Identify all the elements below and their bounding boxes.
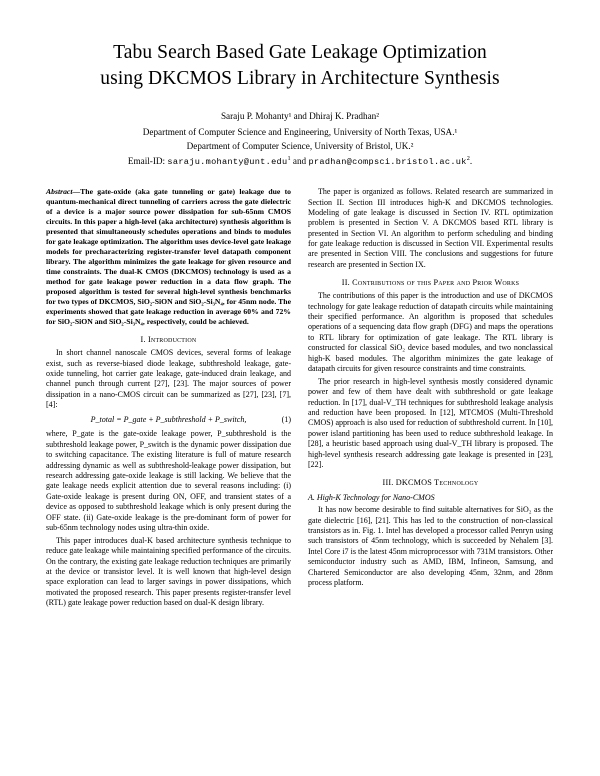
section-number-contributions: II. [341, 278, 350, 288]
affiliation-1: Department of Computer Science and Engineering, University of North Texas, USA.¹ [142, 126, 458, 137]
affiliation-2: Department of Computer Science, University of Bristol, UK.² [186, 141, 414, 152]
title-line-1: Tabu Search Based Gate Leakage Optimization [113, 42, 487, 63]
abstract-text: The gate-oxide (aka gate tunneling or gate) leakage due to quantum-mechanical direct tunneling of carriers across the gate dielectric of a device is a major source power dissipation for sub-65nm CMOS circuits. In this paper a high-level (aka architecture) synthesis algorithm is presented that simultaneously schedules operations and binds to modules for gate leakage optimization. The algorithm uses device-level gate leakage models for precharacterizing register-transfer level datapath component library. The algorithm minimizes the gate leakage for given resource and time constraints. The dual-K CMOS (DKCMOS) technology is used as a method for gate leakage power reduction in a data flow graph. The proposed algorithm is tested for several high-level synthesis benchmarks for two types of DKCMOS, SiO₂-SiON and SiO₂-Si₃N₄, for 45nm node. The experiments showed that gate leakage reduction in average 60% and 72% for SiO₂-SiON and SiO₂-Si₃N₄, respectively, could be achieved. [46, 187, 291, 327]
section-number-introduction: I. [140, 335, 146, 345]
email-line [46, 154, 554, 170]
author-list: Saraju P. Mohanty¹ and Dhiraj K. Pradhan² [220, 110, 380, 121]
two-column-body [46, 187, 554, 611]
equation-1-number: (1) [281, 415, 291, 425]
abstract-block [46, 187, 291, 327]
email-address-1[interactable]: saraju.mohanty@unt.edu [167, 157, 288, 168]
page-title [46, 40, 554, 93]
right-column [308, 187, 553, 611]
section-title-dkcmos: DKCMOS Technology [395, 478, 479, 488]
email-1-superscript: 1 [287, 155, 291, 163]
section-title-contributions: Contributions of this Paper and Prior Works [352, 278, 520, 288]
highk-paragraph-1: It has now become desirable to find suitable alternatives for SiO₂ as the gate dielectric [16], [21]. This has led to the construction of non-classical transistors as in. Fig. 1. Intel has developed a processor called Penryn using such transistors of 45nm technology, which is succeeded by Nehalem [3]. Intel Core i7 is the latest 45nm microprocessor with 731M transistors. Other semiconductor industry such as AMD, IBM, Infineon, Samsung, and Chartered Semiconductor are also developing 45nm, 32nm, and 28nm process platform. [308, 505, 553, 588]
intro-paragraph-2: where, P_gate is the gate-oxide leakage power, P_subthreshold is the subthreshold leakage power, P_switch is the dynamic power dissipation due to switching capacitance. The existing literature is full of mature research addressing dynamic as well as subthreshold-leakage power dissipation, but research addressing gate-oxide leakage is still lacking. We believe that the gate leakage needs explicit attention due to several reasons including: (i) Gate-oxide leakage is present during ON, OFF, and transient states of a device as opposed to subthreshold leakage which is only present during the OFF state. (ii) Gate-oxide leakage is the pre-dominant form of power for sub-65nm technology nodes using ultra-thin oxide. [46, 429, 291, 532]
section-heading-dkcmos [308, 478, 553, 487]
equation-1-body: P_total = P_gate + P_subthreshold + P_switch, [90, 415, 247, 425]
contributions-paragraph-1: The contributions of this paper is the introduction and use of DKCMOS technology for gate leakage reduction of datapath circuits while maintaining their specified performance. An algorithm is proposed that schedules operations of a sequencing data flow graph (DFG) and maps the operations to RTL library for optimization of gate leakage. The RTL library is constructed for classical SiO₂ device based modules, and two nonclassical high-K based modules. The algorithm minimizes the gate leakage of datapath circuits for given resource constraints and time constraints. [308, 291, 553, 373]
section-title-introduction: Introduction [147, 335, 197, 345]
intro-paragraph-1: In short channel nanoscale CMOS devices, several forms of leakage exist, such as reverse-biased diode leakage, subthreshold leakage, gate-oxide tunneling, hot carrier gate leakage, gate-induced drain leakage, and channel punch through current [27], [23]. The major sources of power dissipation in a nano-CMOS circuit can be summarized as [27], [23], [7], [4]: [46, 348, 291, 410]
contributions-paragraph-2: The prior research in high-level synthesis mostly considered dynamic power and few of them have dealt with subthreshold or gate leakage reduction. In [17], dual-V_TH techniques for subthreshold leakage analysis and reduction have been proposed. In [12], MTCMOS (Multi-Threshold CMOS) approach is also used for reduction of subthreshold current. In [10], power island partitioning has been used to reduce subthreshold leakage. In [28], a heuristic based approach using dual-V_TH library is proposed. The high-level synthesis research addressing gate leakage is presented in [23], [22]. [308, 376, 553, 469]
abstract-lead-in: Abstract— [46, 187, 81, 197]
equation-1 [46, 415, 291, 424]
intro-paragraph-3: This paper introduces dual-K based architecture synthesis technique to reduce gate leakage while maintaining specified performance of the circuits. On the contrary, the existing gate leakage reduction techniques are primarily at the device or transistor level. It is well known that high-level design space exploration can lead to larger savings in power dissipations, which motivated the proposed research. This paper presents register-transfer level (RTL) gate leakage power reduction based on dual-K design library. [46, 535, 291, 608]
email-period: . [469, 156, 473, 167]
email-label: Email-ID: [127, 156, 166, 167]
section-number-dkcmos: III. [382, 478, 394, 488]
title-line-2: using DKCMOS Library in Architecture Synthesis [100, 68, 500, 90]
email-conjunction: and [292, 156, 307, 167]
left-column [46, 187, 291, 611]
subsection-heading-highk: A. High-K Technology for Nano-CMOS [308, 493, 435, 503]
organization-paragraph: The paper is organized as follows. Related research are summarized in Section II. Section III introduces high-K and DKCMOS technologies. Modeling of gate leakage is discussed in Section IV. RTL optimization problem is presented in Section V. A DKCMOS based RTL library is presented in Section VI. An algorithm to perform scheduling and binding for gate leakage reduction is discussed in Section VII. Experimental results are presented in Section VIII. The conclusions and suggestions for future research are presented in Section IX. [308, 187, 553, 269]
section-heading-introduction [46, 335, 291, 344]
section-heading-contributions [308, 278, 553, 287]
email-2-superscript: 2 [466, 155, 470, 163]
email-address-2[interactable]: pradhan@compsci.bristol.ac.uk [308, 157, 467, 168]
